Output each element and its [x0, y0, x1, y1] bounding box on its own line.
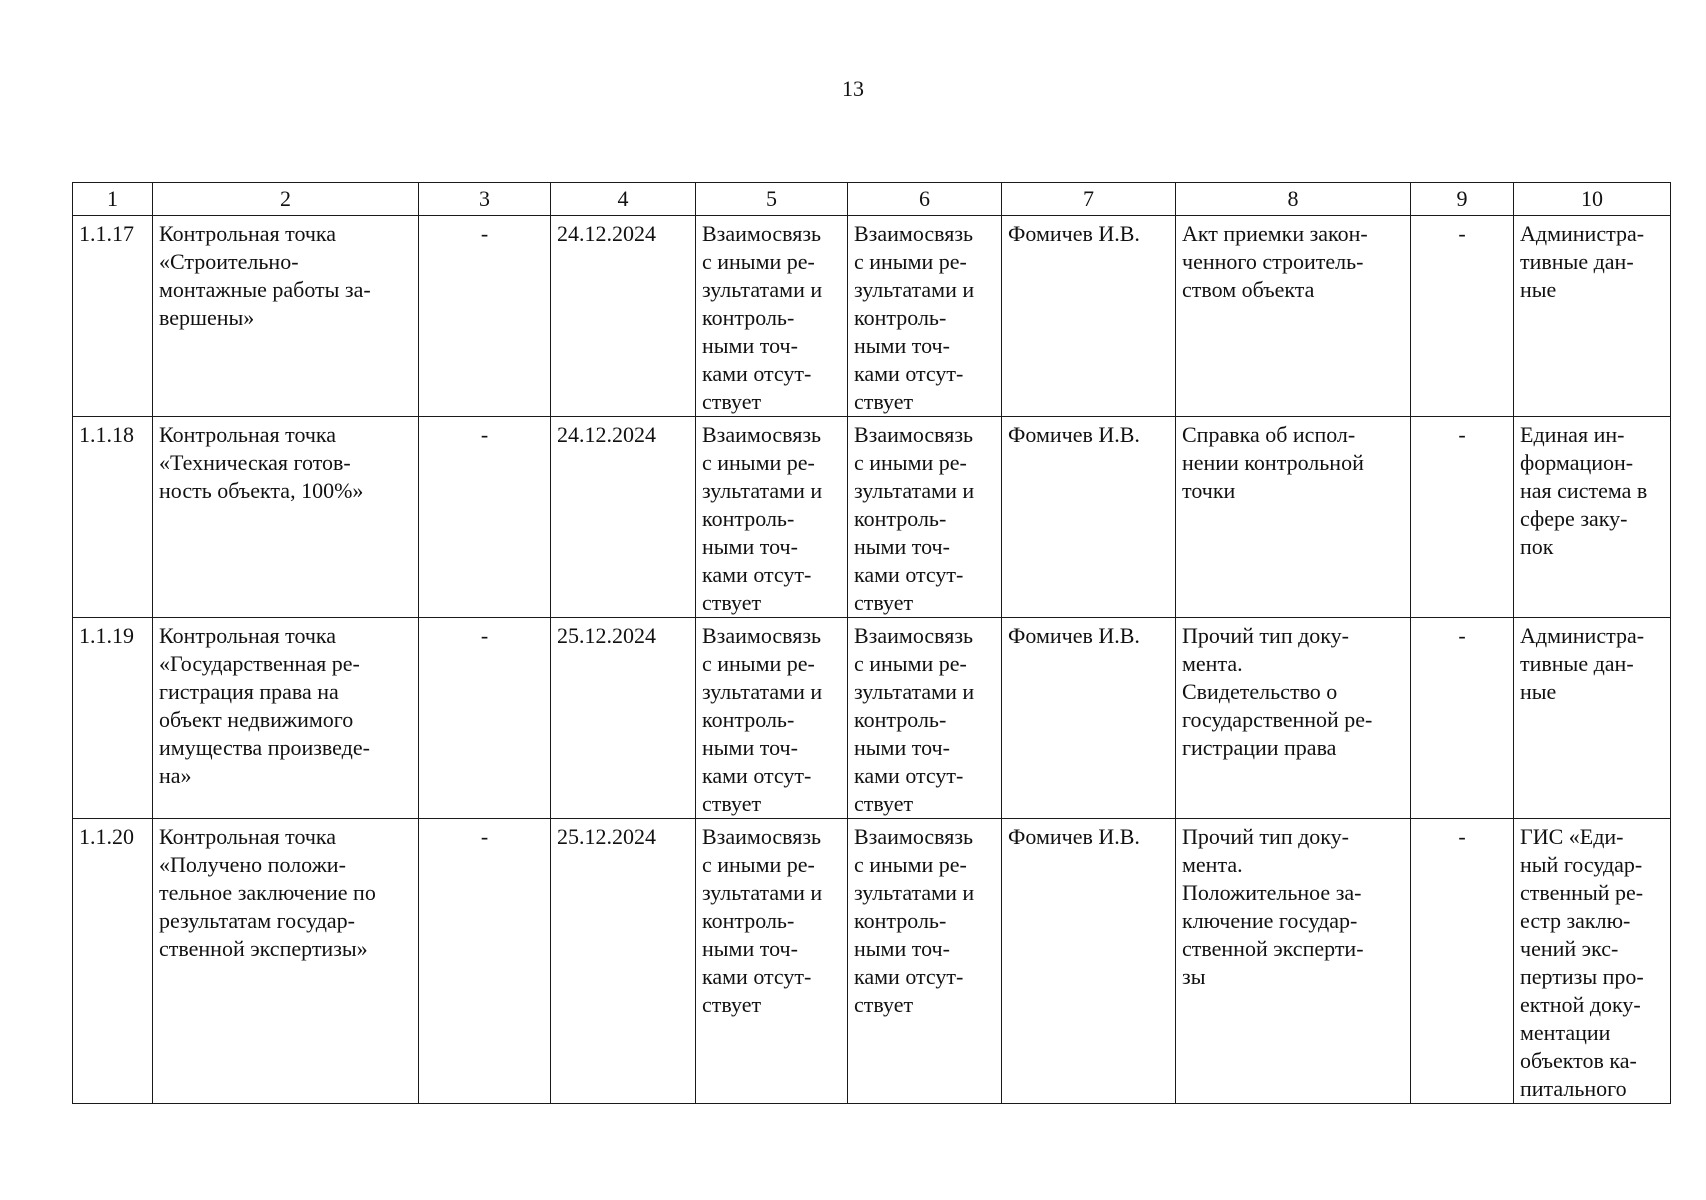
column-3-cell: -: [419, 618, 551, 819]
column-5-cell: Взаимосвязь с иными ре- зультатами и контроль- ными точ- ками отсут- ствует: [696, 618, 848, 819]
column-6-cell: Взаимосвязь с иными ре- зультатами и контроль- ными точ- ками отсут- ствует: [848, 216, 1002, 417]
header-cell-1: 1: [73, 183, 153, 216]
column-6-cell: Взаимосвязь с иными ре- зультатами и контроль- ными точ- ками отсут- ствует: [848, 618, 1002, 819]
header-cell-6: 6: [848, 183, 1002, 216]
header-cell-3: 3: [419, 183, 551, 216]
column-3-cell: -: [419, 216, 551, 417]
table-row: [73, 216, 1671, 417]
date-cell: 25.12.2024: [551, 819, 696, 1104]
header-cell-2: 2: [153, 183, 419, 216]
row-number-cell: 1.1.20: [73, 819, 153, 1104]
date-cell: 24.12.2024: [551, 216, 696, 417]
row-number-cell: 1.1.19: [73, 618, 153, 819]
table-row: [73, 618, 1671, 819]
checkpoint-name-cell: Контрольная точка «Получено положи- тельное заключение по результатам государ- ственной экспертизы»: [153, 819, 419, 1104]
column-9-cell: -: [1411, 819, 1514, 1104]
header-cell-7: 7: [1002, 183, 1176, 216]
checkpoint-name-cell: Контрольная точка «Государственная ре- гистрация права на объект недвижимого имущества произведе- на»: [153, 618, 419, 819]
date-cell: 25.12.2024: [551, 618, 696, 819]
source-cell: Администра- тивные дан- ные: [1514, 618, 1671, 819]
header-cell-4: 4: [551, 183, 696, 216]
row-number-cell: 1.1.18: [73, 417, 153, 618]
date-cell: 24.12.2024: [551, 417, 696, 618]
row-number-cell: 1.1.17: [73, 216, 153, 417]
responsible-cell: Фомичев И.В.: [1002, 819, 1176, 1104]
header-row: [73, 183, 1671, 216]
column-9-cell: -: [1411, 618, 1514, 819]
source-cell: Единая ин- формацион- ная система в сфере заку- пок: [1514, 417, 1671, 618]
column-3-cell: -: [419, 819, 551, 1104]
source-cell: ГИС «Еди- ный государ- ственный ре- естр заклю- чений экс- пертизы про- ектной доку- ментации объектов ка- питального: [1514, 819, 1671, 1104]
document-cell: Справка об испол- нении контрольной точки: [1176, 417, 1411, 618]
document-cell: Прочий тип доку- мента. Положительное за- ключение государ- ственной эксперти- зы: [1176, 819, 1411, 1104]
column-9-cell: -: [1411, 417, 1514, 618]
checkpoint-name-cell: Контрольная точка «Строительно- монтажные работы за- вершены»: [153, 216, 419, 417]
responsible-cell: Фомичев И.В.: [1002, 417, 1176, 618]
plan-table: [72, 182, 1671, 1104]
column-6-cell: Взаимосвязь с иными ре- зультатами и контроль- ными точ- ками отсут- ствует: [848, 819, 1002, 1104]
header-cell-9: 9: [1411, 183, 1514, 216]
header-cell-5: 5: [696, 183, 848, 216]
page-number: 13: [842, 76, 864, 101]
document-cell: Прочий тип доку- мента. Свидетельство о государственной ре- гистрации права: [1176, 618, 1411, 819]
column-6-cell: Взаимосвязь с иными ре- зультатами и контроль- ными точ- ками отсут- ствует: [848, 417, 1002, 618]
column-5-cell: Взаимосвязь с иными ре- зультатами и контроль- ными точ- ками отсут- ствует: [696, 819, 848, 1104]
table-row: [73, 417, 1671, 618]
document-cell: Акт приемки закон- ченного строитель- ством объекта: [1176, 216, 1411, 417]
header-cell-10: 10: [1514, 183, 1671, 216]
responsible-cell: Фомичев И.В.: [1002, 618, 1176, 819]
column-5-cell: Взаимосвязь с иными ре- зультатами и контроль- ными точ- ками отсут- ствует: [696, 216, 848, 417]
column-5-cell: Взаимосвязь с иными ре- зультатами и контроль- ными точ- ками отсут- ствует: [696, 417, 848, 618]
column-9-cell: -: [1411, 216, 1514, 417]
checkpoint-name-cell: Контрольная точка «Техническая готов- ность объекта, 100%»: [153, 417, 419, 618]
responsible-cell: Фомичев И.В.: [1002, 216, 1176, 417]
header-cell-8: 8: [1176, 183, 1411, 216]
source-cell: Администра- тивные дан- ные: [1514, 216, 1671, 417]
table-row: [73, 819, 1671, 1104]
column-3-cell: -: [419, 417, 551, 618]
